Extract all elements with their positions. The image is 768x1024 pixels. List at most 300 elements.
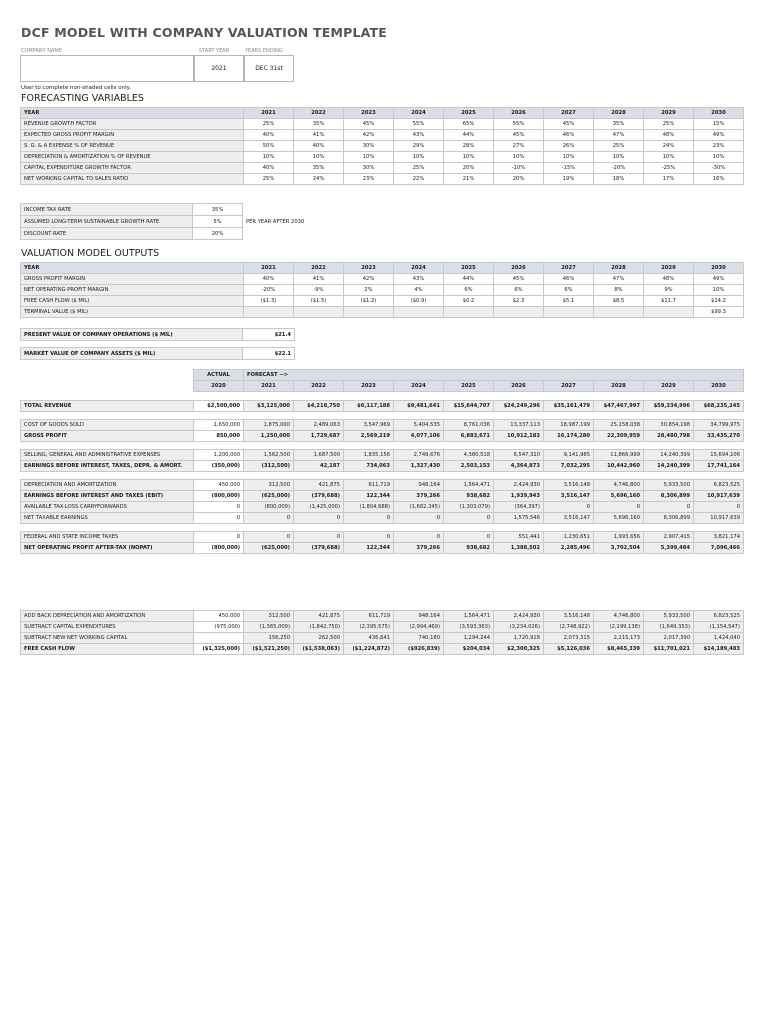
detail-value-cell: 938,682 [444, 491, 494, 502]
forecast-input-cell[interactable]: 15% [694, 119, 744, 130]
detail-value-cell: 740,180 [394, 633, 444, 644]
assumption-note [243, 228, 323, 240]
detail-value-cell: 1,575,546 [494, 513, 544, 524]
detail-value-cell: ($926,839) [394, 644, 444, 655]
detail-value-cell: 122,344 [344, 543, 394, 554]
forecast-input-cell[interactable]: 10% [294, 152, 344, 163]
spacer-cell [21, 392, 744, 401]
valuation-value-cell: 6% [494, 285, 544, 296]
year-2025-header: 2025 [444, 263, 494, 274]
forecast-row [21, 130, 744, 141]
detail-value-cell: 1,564,471 [444, 480, 494, 491]
valuation-value-cell: 47% [594, 274, 644, 285]
detail-row [21, 502, 744, 513]
forecast-input-cell[interactable]: 40% [294, 141, 344, 152]
assumption-label: DISCOUNT RATE [21, 228, 193, 240]
spacer-cell [21, 442, 744, 450]
detail-row [21, 431, 744, 442]
present-value-label: PRESENT VALUE OF COMPANY OPERATIONS ($ MIL) [21, 329, 243, 341]
detail-value-cell: 10,912,183 [494, 431, 544, 442]
spacer-row [21, 524, 744, 532]
year-2024-header: 2024 [394, 263, 444, 274]
detail-value-cell: 0 [594, 502, 644, 513]
detail-value-cell: 13,337,113 [494, 420, 544, 431]
detail-value-cell: 421,875 [294, 611, 344, 622]
detail-row [21, 633, 744, 644]
year-2023-header: 2023 [344, 381, 394, 392]
valuation-value-cell: 43% [394, 274, 444, 285]
valuation-value-cell: $14.2 [694, 296, 744, 307]
year-2029-header: 2029 [644, 263, 694, 274]
forecast-input-cell[interactable]: 45% [544, 119, 594, 130]
valuation-value-cell: 45% [494, 274, 544, 285]
forecast-input-cell[interactable]: -15% [544, 163, 594, 174]
year-2022-header: 2022 [294, 263, 344, 274]
detail-value-cell: 1,388,502 [494, 543, 544, 554]
valuation-value-cell: ($1.2) [344, 296, 394, 307]
spacer-row [21, 554, 744, 611]
detail-row [21, 513, 744, 524]
forecast-input-cell[interactable]: 25% [244, 119, 294, 130]
market-value-label: MARKET VALUE OF COMPANY ASSETS ($ MIL) [21, 348, 243, 360]
detail-value-cell: 25,158,038 [594, 420, 644, 431]
detail-value-cell: 4,746,800 [594, 611, 644, 622]
detail-value-cell: (379,688) [294, 543, 344, 554]
forecast-row [21, 152, 744, 163]
valuation-value-cell [594, 307, 644, 318]
detail-value-cell: (800,000) [244, 502, 294, 513]
detail-value-cell: 16,174,280 [544, 431, 594, 442]
detail-value-cell: 156,250 [244, 633, 294, 644]
detail-value-cell: $6,117,188 [344, 401, 394, 412]
detail-value-cell: 948,164 [394, 480, 444, 491]
valuation-header-row [21, 263, 744, 274]
forecast-row-label: REVENUE GROWTH FACTOR [21, 119, 244, 130]
valuation-value-cell: 49% [694, 274, 744, 285]
actual-input-cell[interactable]: 450,000 [194, 480, 244, 491]
detail-value-cell: 3,516,148 [544, 611, 594, 622]
valuation-value-cell [294, 307, 344, 318]
detail-value-cell: 2,489,063 [294, 420, 344, 431]
valuation-value-cell: 2% [344, 285, 394, 296]
forecast-input-cell[interactable]: 10% [694, 152, 744, 163]
valuation-value-cell [644, 307, 694, 318]
valuation-value-cell: -20% [244, 285, 294, 296]
forecast-input-cell[interactable]: 42% [344, 130, 394, 141]
detail-row-label: EARNINGS BEFORE INTEREST AND TAXES (EBIT) [21, 491, 194, 502]
actual-input-cell[interactable]: (350,000) [194, 461, 244, 472]
valuation-value-cell: 40% [244, 274, 294, 285]
spacer-cell [21, 472, 744, 480]
detail-value-cell: 1,835,156 [344, 450, 394, 461]
year-2023-header: 2023 [344, 108, 394, 119]
detail-value-cell: $14,189,483 [694, 644, 744, 655]
detail-value-cell: $59,334,996 [644, 401, 694, 412]
valuation-value-cell: $8.5 [594, 296, 644, 307]
assumption-label: INCOME TAX RATE [21, 204, 193, 216]
valuation-value-cell: 42% [344, 274, 394, 285]
year-2025-header: 2025 [444, 381, 494, 392]
present-value-table [20, 328, 295, 341]
year-2028-header: 2028 [594, 108, 644, 119]
forecast-input-cell[interactable]: 46% [544, 130, 594, 141]
spacer-row [21, 392, 744, 401]
forecast-row-label: S. G. & A EXPENSE % OF REVENUE [21, 141, 244, 152]
forecast-input-cell[interactable]: 30% [344, 141, 394, 152]
present-value-value: $21.4 [243, 329, 295, 341]
detail-value-cell: 8,761,036 [444, 420, 494, 431]
detail-value-cell: (2,994,469) [394, 622, 444, 633]
detail-value-cell: $3,125,000 [244, 401, 294, 412]
valuation-value-cell [344, 307, 394, 318]
year-2026-header: 2026 [494, 263, 544, 274]
detail-value-cell: 22,309,959 [594, 431, 644, 442]
forecast-input-cell[interactable]: 40% [244, 130, 294, 141]
forecast-input-cell[interactable]: 23% [344, 174, 394, 185]
detail-value-cell: 4,380,518 [444, 450, 494, 461]
forecast-input-cell[interactable]: 10% [444, 152, 494, 163]
detail-value-cell: 0 [694, 502, 744, 513]
detail-value-cell: 122,344 [344, 491, 394, 502]
detail-row-label: SUBTRACT CAPITAL EXPENDITURES [21, 622, 194, 633]
detail-value-cell: 42,187 [294, 461, 344, 472]
detail-value-cell: $8,465,339 [594, 644, 644, 655]
detail-row [21, 420, 744, 431]
forecast-input-cell[interactable]: 25% [394, 163, 444, 174]
forecast-input-cell[interactable]: 24% [644, 141, 694, 152]
detail-value-cell: 3,702,504 [594, 543, 644, 554]
blank-header-cell [21, 370, 194, 381]
year-header: YEAR [21, 263, 244, 274]
detail-value-cell: 1,564,471 [444, 611, 494, 622]
detail-row-label: ADD BACK DEPRECIATION AND AMORTIZATION [21, 611, 194, 622]
forecast-input-cell[interactable]: 21% [444, 174, 494, 185]
detail-row [21, 532, 744, 543]
year-2024-header: 2024 [394, 108, 444, 119]
detail-value-cell: 5,933,500 [644, 611, 694, 622]
forecast-input-cell[interactable]: 10% [244, 152, 294, 163]
detail-row-label: FREE CASH FLOW [21, 644, 194, 655]
detail-value-cell: 2,503,153 [444, 461, 494, 472]
spacer-cell [21, 412, 744, 420]
forecast-row-label: CAPITAL EXPENDITURE GROWTH FACTOR [21, 163, 244, 174]
forecast-input-cell[interactable]: 10% [544, 152, 594, 163]
forecast-input-cell[interactable]: 41% [294, 130, 344, 141]
detail-value-cell: $68,235,245 [694, 401, 744, 412]
forecast-input-cell[interactable]: 35% [294, 163, 344, 174]
actual-input-cell[interactable]: ($1,325,000) [194, 644, 244, 655]
forecast-input-cell[interactable]: 44% [444, 130, 494, 141]
detail-value-cell: 3,516,148 [544, 480, 594, 491]
year-2030-header: 2030 [694, 108, 744, 119]
valuation-value-cell: 8% [594, 285, 644, 296]
forecast-input-cell[interactable]: 35% [294, 119, 344, 130]
year-2028-header: 2028 [594, 263, 644, 274]
detail-value-cell: 8,306,899 [644, 513, 694, 524]
detail-value-cell: 5,696,160 [594, 491, 644, 502]
valuation-value-cell: 46% [544, 274, 594, 285]
detail-value-cell: (3,234,026) [494, 622, 544, 633]
detail-value-cell: 33,435,270 [694, 431, 744, 442]
year-2022-header: 2022 [294, 381, 344, 392]
detail-value-cell: (1,682,345) [394, 502, 444, 513]
detail-value-cell: 1,294,244 [444, 633, 494, 644]
forecast-input-cell[interactable]: 20% [444, 163, 494, 174]
forecast-input-cell[interactable]: 65% [444, 119, 494, 130]
forecast-input-cell[interactable]: 30% [344, 163, 394, 174]
detail-value-cell: 7,096,466 [694, 543, 744, 554]
spacer-row [21, 412, 744, 420]
detail-value-cell: $15,644,707 [444, 401, 494, 412]
detail-row [21, 543, 744, 554]
forecast-input-cell[interactable]: 22% [394, 174, 444, 185]
detail-value-cell: 10,917,639 [694, 513, 744, 524]
detail-value-cell: $4,218,750 [294, 401, 344, 412]
forecast-input-cell[interactable]: 20% [494, 174, 544, 185]
actual-header: ACTUAL [194, 370, 244, 381]
valuation-row [21, 307, 744, 318]
detail-value-cell: 7,032,295 [544, 461, 594, 472]
forecast-input-cell[interactable]: 35% [594, 119, 644, 130]
detail-value-cell: 0 [444, 532, 494, 543]
detail-value-cell: 14,240,399 [644, 450, 694, 461]
actual-input-cell[interactable]: (800,000) [194, 491, 244, 502]
detail-value-cell: 17,741,164 [694, 461, 744, 472]
detail-value-cell: 436,641 [344, 633, 394, 644]
start-year-label: START YEAR [199, 48, 230, 54]
detail-value-cell: 4,077,106 [394, 431, 444, 442]
detail-value-cell: (312,500) [244, 461, 294, 472]
detail-value-cell: 551,441 [494, 532, 544, 543]
detail-table [20, 369, 744, 655]
detail-value-cell: 948,164 [394, 611, 444, 622]
actual-input-cell[interactable]: 1,650,000 [194, 420, 244, 431]
detail-value-cell: 6,823,525 [694, 611, 744, 622]
forecast-input-cell[interactable]: 45% [344, 119, 394, 130]
year-2027-header: 2027 [544, 108, 594, 119]
forecast-row-label: EXPECTED GROSS PROFIT MARGIN [21, 130, 244, 141]
detail-value-cell: (1,303,079) [444, 502, 494, 513]
forecast-input-cell[interactable]: 24% [294, 174, 344, 185]
forecast-input-cell[interactable]: 48% [644, 130, 694, 141]
detail-value-cell: 0 [644, 502, 694, 513]
years-ending-label: YEARS ENDING [245, 48, 283, 54]
detail-value-cell: 1,230,651 [544, 532, 594, 543]
assumption-input-cell[interactable]: 35% [193, 204, 243, 216]
forecast-input-cell[interactable]: 49% [694, 130, 744, 141]
forecast-input-cell[interactable]: 29% [394, 141, 444, 152]
blank-header-cell [21, 381, 194, 392]
valuation-value-cell: $99.3 [694, 307, 744, 318]
valuation-value-cell [394, 307, 444, 318]
forecast-input-cell[interactable]: 10% [394, 152, 444, 163]
detail-value-cell: 0 [294, 513, 344, 524]
actual-input-cell[interactable]: 450,000 [194, 611, 244, 622]
year-2030-header: 2030 [694, 381, 744, 392]
actual-input-cell[interactable]: $2,500,000 [194, 401, 244, 412]
forecast-input-cell[interactable]: 25% [644, 119, 694, 130]
detail-value-cell: 2,073,315 [544, 633, 594, 644]
detail-row [21, 622, 744, 633]
detail-value-cell: 0 [244, 532, 294, 543]
forecast-input-cell[interactable]: -30% [694, 163, 744, 174]
detail-value-cell: 0 [444, 513, 494, 524]
detail-value-cell: 0 [344, 532, 394, 543]
forecast-input-cell[interactable]: -20% [594, 163, 644, 174]
valuation-value-cell: 9% [644, 285, 694, 296]
forecast-input-cell[interactable]: -10% [494, 163, 544, 174]
valuation-value-cell [494, 307, 544, 318]
detail-value-cell: 1,720,918 [494, 633, 544, 644]
detail-value-cell: 262,500 [294, 633, 344, 644]
spacer-cell [21, 554, 744, 611]
forecast-input-cell[interactable]: 27% [494, 141, 544, 152]
forecast-input-cell[interactable]: 17% [644, 174, 694, 185]
forecast-input-cell[interactable]: -25% [644, 163, 694, 174]
detail-value-cell: 15,694,106 [694, 450, 744, 461]
detail-value-cell: 1,939,943 [494, 491, 544, 502]
detail-value-cell: 2,569,219 [344, 431, 394, 442]
detail-value-cell: 0 [544, 502, 594, 513]
detail-row-label: NET TAXABLE EARNINGS [21, 513, 194, 524]
detail-value-cell: 611,719 [344, 480, 394, 491]
valuation-value-cell [444, 307, 494, 318]
valuation-value-cell [244, 307, 294, 318]
detail-value-cell: (2,395,575) [344, 622, 394, 633]
company-name-field[interactable] [20, 55, 194, 82]
actual-input-cell[interactable]: 0 [194, 513, 244, 524]
detail-row [21, 491, 744, 502]
detail-value-cell: 312,500 [244, 480, 294, 491]
valuation-row-label: TERMINAL VALUE ($ MIL) [21, 307, 244, 318]
instruction-note: User to complete non-shaded cells only. [21, 85, 131, 91]
forecast-row-label: DEPRECIATION & AMORTIZATION % OF REVENUE [21, 152, 244, 163]
forecast-input-cell[interactable]: 25% [594, 141, 644, 152]
detail-value-cell: 1,729,687 [294, 431, 344, 442]
valuation-value-cell: 6% [544, 285, 594, 296]
forecast-input-cell[interactable]: 47% [594, 130, 644, 141]
year-2026-header: 2026 [494, 381, 544, 392]
forecast-input-cell[interactable]: 16% [694, 174, 744, 185]
detail-value-cell: $24,249,296 [494, 401, 544, 412]
detail-value-cell: 34,799,975 [694, 420, 744, 431]
actual-input-cell[interactable]: 0 [194, 502, 244, 513]
detail-value-cell: 2,424,930 [494, 480, 544, 491]
detail-value-cell: $11,701,021 [644, 644, 694, 655]
forecast-input-cell[interactable]: 10% [344, 152, 394, 163]
actual-input-cell[interactable]: (800,000) [194, 543, 244, 554]
forecast-row [21, 174, 744, 185]
year-2029-header: 2029 [644, 381, 694, 392]
forecast-input-cell[interactable]: 43% [394, 130, 444, 141]
valuation-table [20, 262, 744, 318]
detail-row-label: TOTAL REVENUE [21, 401, 194, 412]
forecast-input-cell[interactable]: 45% [494, 130, 544, 141]
market-value-table [20, 347, 295, 360]
forecast-input-cell[interactable]: 10% [594, 152, 644, 163]
valuation-value-cell: -9% [294, 285, 344, 296]
actual-input-cell[interactable]: 0 [194, 532, 244, 543]
assumption-input-cell[interactable]: 20% [193, 228, 243, 240]
page-title: DCF MODEL WITH COMPANY VALUATION TEMPLATE [21, 25, 388, 40]
detail-value-cell: 9,141,985 [544, 450, 594, 461]
valuation-value-cell: $2.3 [494, 296, 544, 307]
actual-input-cell[interactable]: 1,200,000 [194, 450, 244, 461]
assumption-note [243, 204, 323, 216]
detail-value-cell: 1,875,000 [244, 420, 294, 431]
forecast-input-cell[interactable]: 26% [544, 141, 594, 152]
market-value-value: $22.1 [243, 348, 295, 360]
year-2023-header: 2023 [344, 263, 394, 274]
years-ending-field[interactable]: DEC 31st [244, 55, 294, 82]
detail-value-cell: 3,547,969 [344, 420, 394, 431]
year-2022-header: 2022 [294, 108, 344, 119]
forecast-input-cell[interactable]: 55% [394, 119, 444, 130]
detail-value-cell: ($1,521,250) [244, 644, 294, 655]
forecast-input-cell[interactable]: 55% [494, 119, 544, 130]
valuation-value-cell: $11.7 [644, 296, 694, 307]
forecast-input-cell[interactable]: 40% [244, 163, 294, 174]
forecast-input-cell[interactable]: 18% [594, 174, 644, 185]
valuation-row [21, 285, 744, 296]
detail-value-cell: 1,562,500 [244, 450, 294, 461]
detail-value-cell: 611,719 [344, 611, 394, 622]
actual-input-cell[interactable]: (975,000) [194, 622, 244, 633]
detail-value-cell: 11,866,999 [594, 450, 644, 461]
detail-value-cell: 6,883,671 [444, 431, 494, 442]
forecast-row [21, 141, 744, 152]
forecast-input-cell[interactable]: 10% [644, 152, 694, 163]
valuation-row [21, 274, 744, 285]
detail-row-label: AVAILABLE TAX-LOSS CARRYFORWARDS [21, 502, 194, 513]
forecast-input-cell[interactable]: 50% [244, 141, 294, 152]
detail-value-cell: 1,993,656 [594, 532, 644, 543]
detail-value-cell: 3,516,147 [544, 491, 594, 502]
forecast-input-cell[interactable]: 19% [544, 174, 594, 185]
valuation-value-cell: ($1.3) [244, 296, 294, 307]
detail-value-cell: $35,161,479 [544, 401, 594, 412]
forecast-input-cell[interactable]: 10% [494, 152, 544, 163]
valuation-row [21, 296, 744, 307]
detail-value-cell: 1,250,000 [244, 431, 294, 442]
forecast-row [21, 163, 744, 174]
detail-value-cell: 4,746,800 [594, 480, 644, 491]
valuation-value-cell: $0.2 [444, 296, 494, 307]
detail-value-cell: (2,748,922) [544, 622, 594, 633]
spacer-cell [21, 524, 744, 532]
actual-input-cell[interactable]: 850,000 [194, 431, 244, 442]
spacer-row [21, 442, 744, 450]
forecast-header-row [21, 108, 744, 119]
forecast-input-cell[interactable]: 28% [444, 141, 494, 152]
detail-value-cell: 6,547,310 [494, 450, 544, 461]
detail-row [21, 450, 744, 461]
detail-value-cell: (379,688) [294, 491, 344, 502]
forecast-input-cell[interactable]: 23% [694, 141, 744, 152]
detail-row-label: SUBTRACT NEW NET WORKING CAPITAL [21, 633, 194, 644]
detail-value-cell: 0 [294, 532, 344, 543]
assumption-input-cell[interactable]: 5% [193, 216, 243, 228]
year-2021-header: 2021 [244, 108, 294, 119]
detail-value-cell: $9,481,641 [394, 401, 444, 412]
detail-row [21, 461, 744, 472]
detail-value-cell: 0 [394, 532, 444, 543]
forecasting-table [20, 107, 744, 185]
detail-row-label: DEPRECIATION AND AMORTIZATION [21, 480, 194, 491]
start-year-field[interactable]: 2021 [194, 55, 244, 82]
forecast-input-cell[interactable]: 25% [244, 174, 294, 185]
actual-input-cell[interactable] [194, 633, 244, 644]
